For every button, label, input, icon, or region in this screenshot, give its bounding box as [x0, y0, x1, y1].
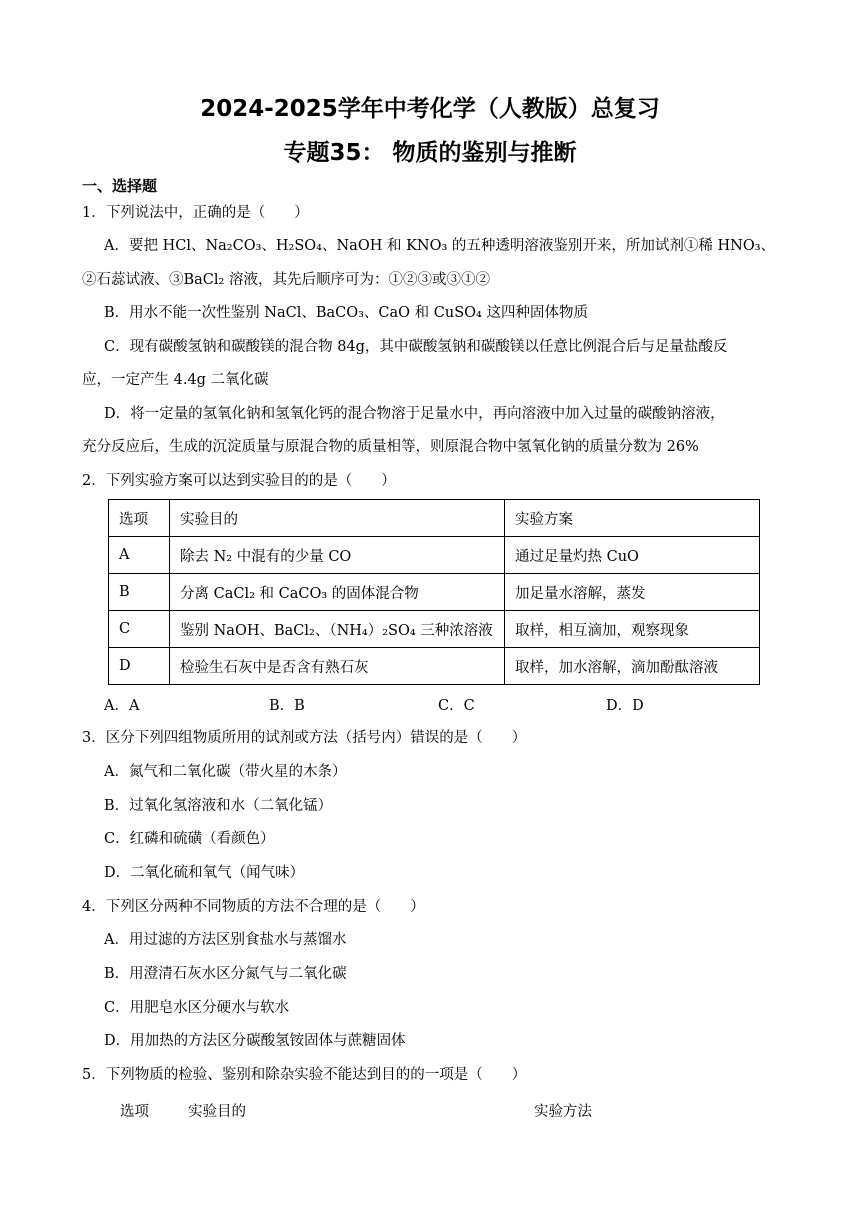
- table-cell: 除去 N₂ 中混有的少量 CO: [170, 537, 505, 574]
- document-title: 2024-2025学年中考化学（人教版）总复习: [200, 96, 660, 122]
- table-cell: 检验生石灰中是否含有熟石灰: [170, 648, 505, 685]
- question-4-stem: 4．下列区分两种不同物质的方法不合理的是（ ）: [82, 899, 425, 915]
- table-cell: 通过足量灼热 CuO: [505, 537, 760, 574]
- table-header-cell: 实验目的: [170, 500, 505, 537]
- question-4-option-b: B．用澄清石灰水区分氮气与二氧化碳: [104, 966, 347, 982]
- table-cell: D: [109, 648, 170, 685]
- table-cell: 加足量水溶解，蒸发: [505, 574, 760, 611]
- table-cell: 鉴别 NaOH、BaCl₂、（NH₄）₂SO₄ 三种浓溶液: [170, 611, 505, 648]
- question-2-answer-b: B．B: [269, 698, 305, 714]
- table-header-cell: 选项: [109, 500, 170, 537]
- document-subtitle: 专题35： 物质的鉴别与推断: [283, 140, 577, 166]
- question-1-option-a-line1: A．要把 HCl、Na₂CO₃、H₂SO₄、NaOH 和 KNO₃ 的五种透明溶液鉴别开来，所加试剂①稀 HNO₃、: [104, 238, 776, 254]
- table-row: [109, 648, 760, 685]
- question-3-option-c: C．红磷和硫磺（看颜色）: [104, 831, 275, 847]
- question-5-header-method: 实验方法: [534, 1104, 592, 1120]
- question-5-stem: 5．下列物质的检验、鉴别和除杂实验不能达到目的的一项是（ ）: [82, 1067, 527, 1083]
- question-1-option-a-line2: ②石蕊试液、③BaCl₂ 溶液，其先后顺序可为：①②③或③①②: [82, 272, 490, 288]
- question-3-stem: 3．区分下列四组物质所用的试剂或方法（括号内）错误的是（ ）: [82, 730, 527, 746]
- question-3-option-b: B．过氧化氢溶液和水（二氧化锰）: [104, 798, 333, 814]
- question-5-header-purpose: 实验目的: [188, 1104, 246, 1120]
- table-cell: A: [109, 537, 170, 574]
- table-cell: C: [109, 611, 170, 648]
- table-header-row: [109, 500, 760, 537]
- table-cell: 取样，相互滴加，观察现象: [505, 611, 760, 648]
- table-cell: 取样，加水溶解，滴加酚酞溶液: [505, 648, 760, 685]
- question-3-option-d: D．二氧化硫和氧气（闻气味）: [104, 865, 305, 881]
- question-1-option-d-line2: 充分反应后，生成的沉淀质量与原混合物的质量相等，则原混合物中氢氧化钠的质量分数为 26%: [82, 439, 699, 455]
- question-4-option-a: A．用过滤的方法区别食盐水与蒸馏水: [104, 932, 347, 948]
- question-1-option-c-line1: C．现有碳酸氢钠和碳酸镁的混合物 84g，其中碳酸氢钠和碳酸镁以任意比例混合后与足量盐酸反: [104, 339, 728, 355]
- question-1-option-c-line2: 应，一定产生 4.4g 二氧化碳: [82, 372, 269, 388]
- question-2-answer-c: C．C: [438, 698, 475, 714]
- question-2-answer-d: D．D: [606, 698, 644, 714]
- table-row: [109, 537, 760, 574]
- table-cell: B: [109, 574, 170, 611]
- section-heading: 一、选择题: [82, 177, 158, 195]
- table-row: [109, 574, 760, 611]
- question-2-table: [108, 499, 760, 685]
- question-1-stem: 1．下列说法中，正确的是（ ）: [82, 205, 309, 221]
- question-2-stem: 2．下列实验方案可以达到实验目的的是（ ）: [82, 473, 396, 489]
- question-3-option-a: A．氮气和二氧化碳（带火星的木条）: [104, 764, 347, 780]
- question-2-answer-a: A．A: [104, 698, 140, 714]
- table-cell: 分离 CaCl₂ 和 CaCO₃ 的固体混合物: [170, 574, 505, 611]
- question-1-option-d-line1: D．将一定量的氢氧化钠和氢氧化钙的混合物溶于足量水中，再向溶液中加入过量的碳酸钠溶液，: [104, 406, 725, 422]
- question-4-option-c: C．用肥皂水区分硬水与软水: [104, 1000, 290, 1016]
- table-header-cell: 实验方案: [505, 500, 760, 537]
- question-4-option-d: D．用加热的方法区分碳酸氢铵固体与蔗糖固体: [104, 1033, 406, 1049]
- question-1-option-b: B．用水不能一次性鉴别 NaCl、BaCO₃、CaO 和 CuSO₄ 这四种固体物质: [104, 305, 588, 321]
- question-5-header-option: 选项: [120, 1104, 149, 1120]
- table-row: [109, 611, 760, 648]
